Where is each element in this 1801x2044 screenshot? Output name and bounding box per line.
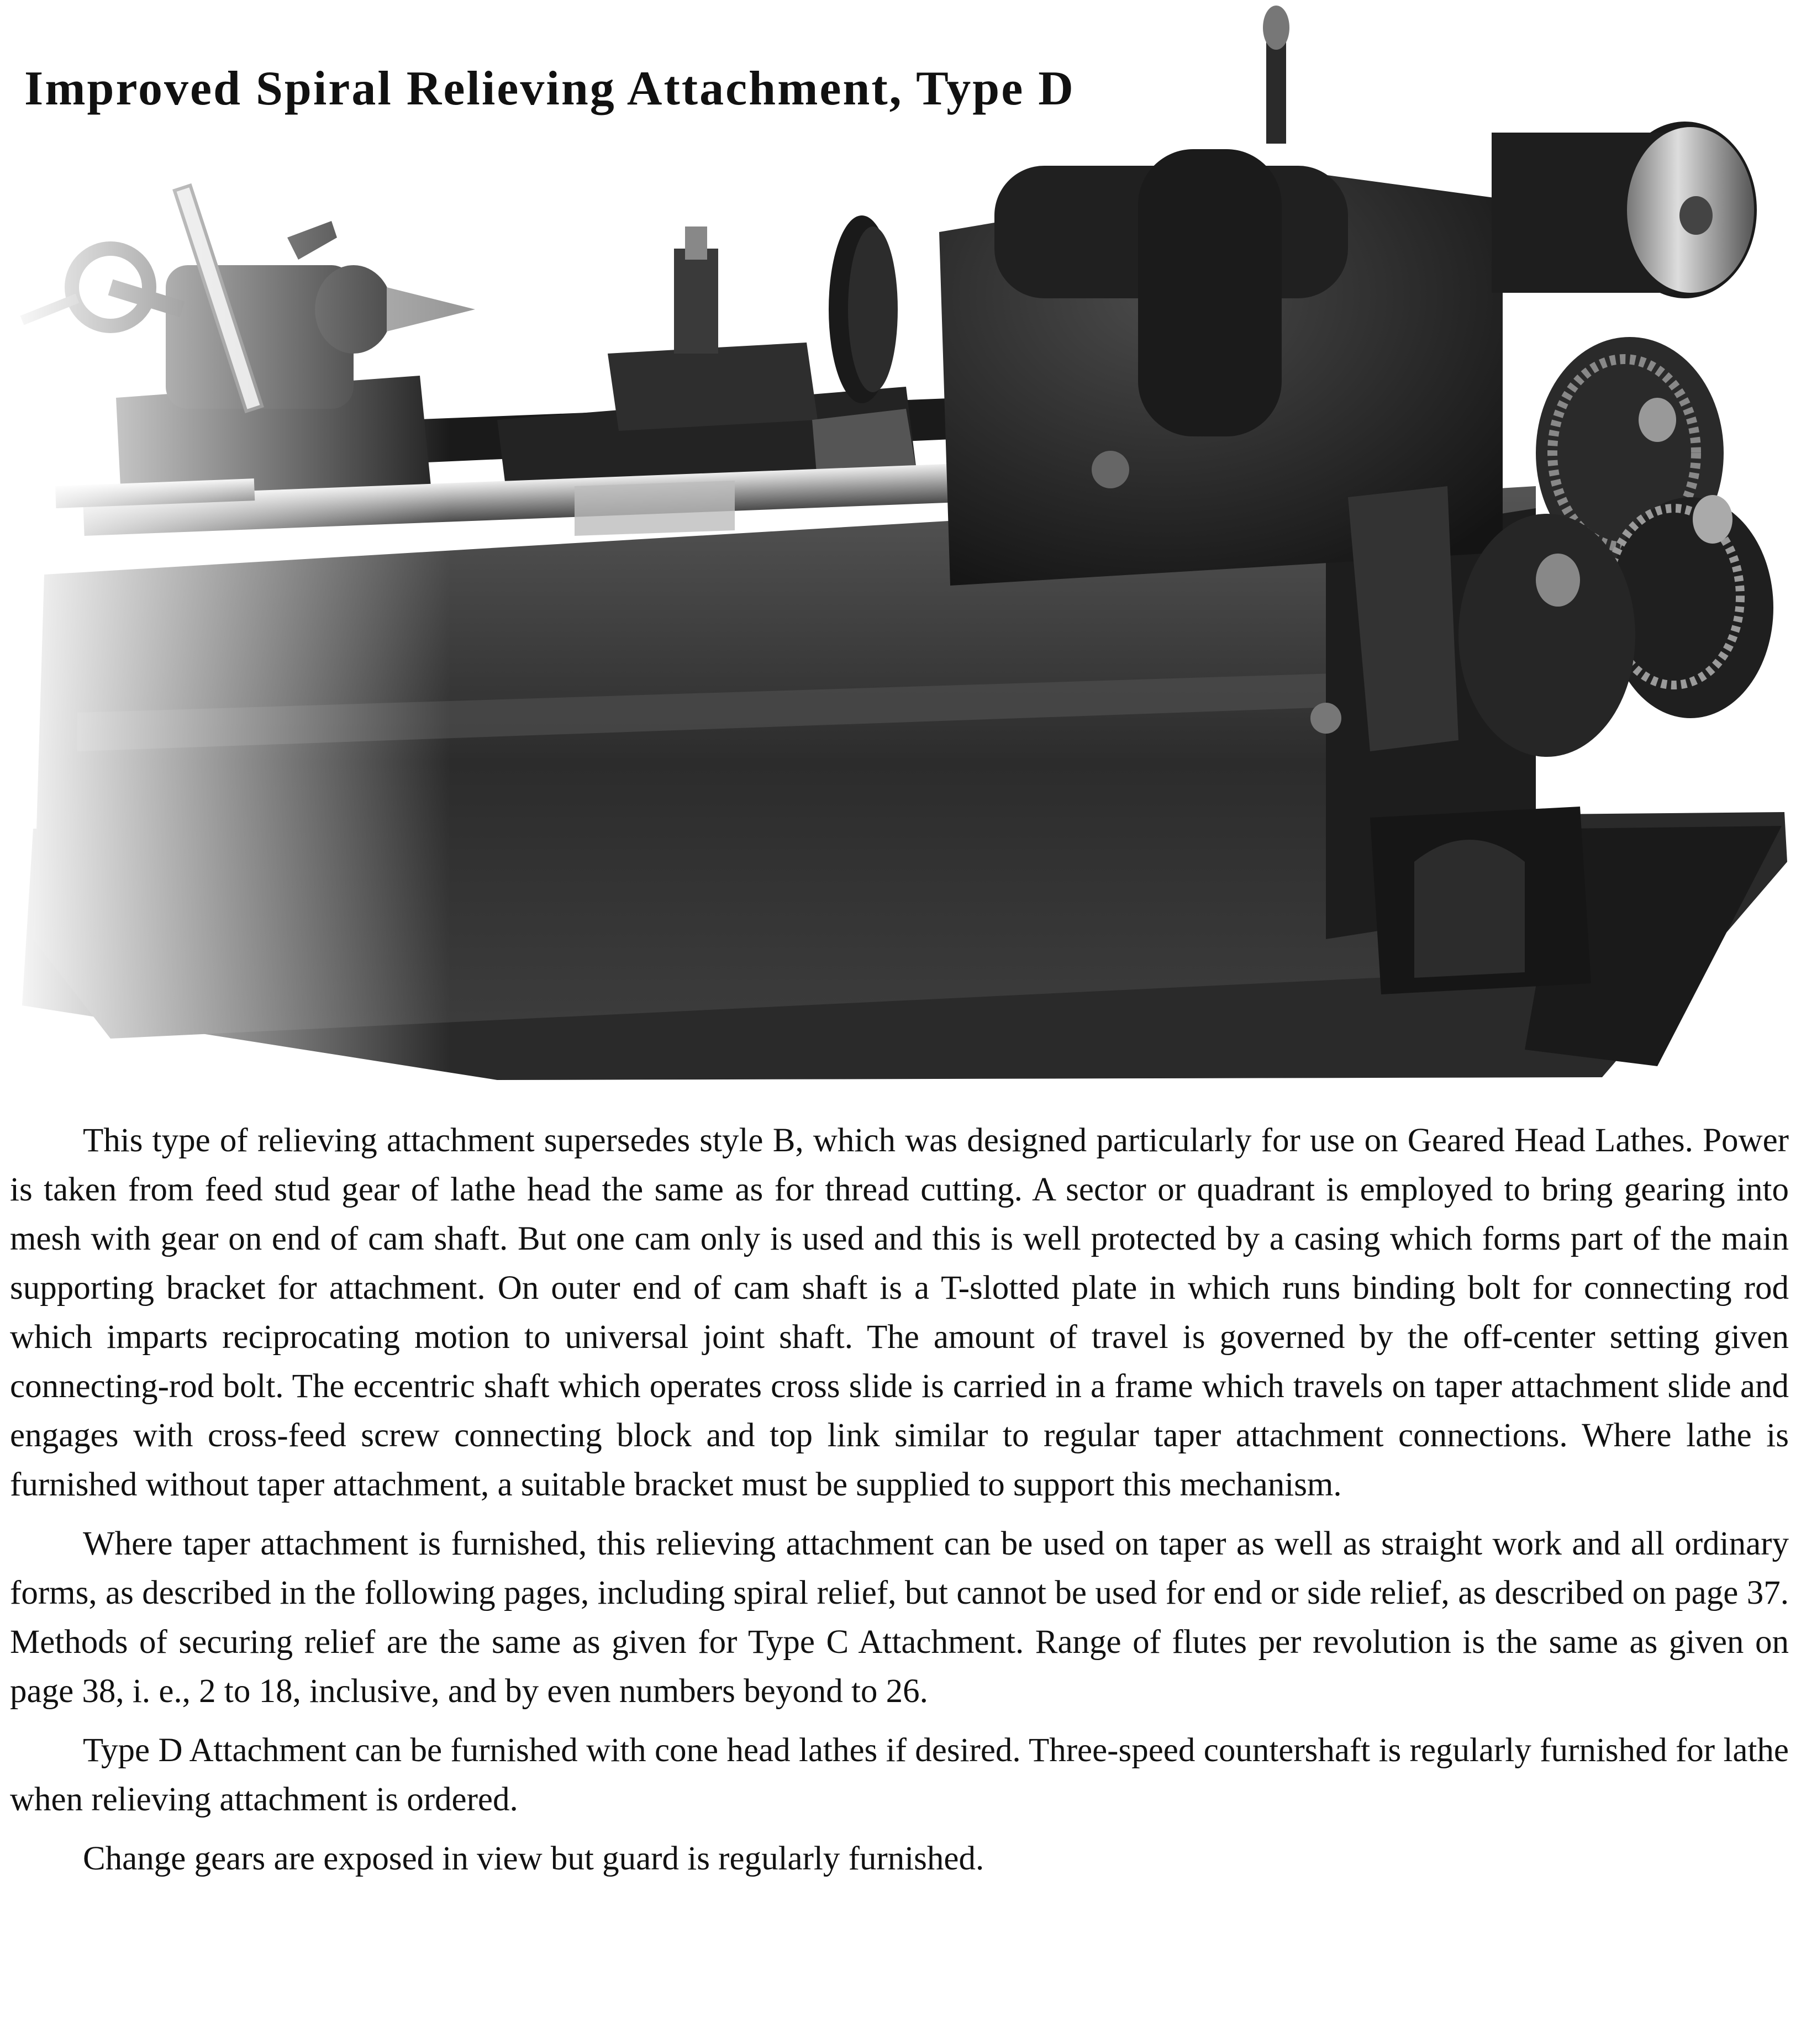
body-text bbox=[10, 1116, 1789, 1893]
paragraph-2: Where taper attachment is furnished, this relieving attachment can be used on taper as well as straight work and all ordinary forms, as described in the following pages, including spiral relief, but cannot be used for end or side relief, as described on page 37. Methods of securing relief are the same as given for Type C Attachment. Range of flutes per revolution is the same as given on page 38, i. e., 2 to 18, inclusive, and by even numbers beyond to 26. bbox=[10, 1525, 1789, 1710]
paragraph-4: Change gears are exposed in view but guard is regularly furnished. bbox=[83, 1840, 984, 1877]
paragraph-1: This type of relieving attachment supersedes style B, which was designed particularly for use on Geared Head Lathes. Power is taken from feed stud gear of lathe head the same as for thread cutting. A sector or quadrant is employed to bring gearing into mesh with gear on end of cam shaft. But one cam only is used and this is well protected by a casing which forms part of the main supporting bracket for attachment. On outer end of cam shaft is a T-slotted plate in which runs binding bolt for connecting rod which imparts reciprocating motion to universal joint shaft. The amount of travel is governed by the off-center setting given connecting-rod bolt. The eccentric shaft which operates cross slide is carried in a frame which travels on taper attachment slide and engages with cross-feed screw connecting block and top link similar to regular taper attachment connections. Where lathe is furnished without taper attachment, a suitable bracket must be supplied to support this mechanism. bbox=[10, 1122, 1789, 1503]
paragraph-3: Type D Attachment can be furnished with cone head lathes if desired. Three-speed countershaft is regularly furnished for lathe when relieving attachment is ordered. bbox=[10, 1732, 1789, 1818]
page-title: Improved Spiral Relieving Attachment, Type D bbox=[24, 62, 1075, 115]
